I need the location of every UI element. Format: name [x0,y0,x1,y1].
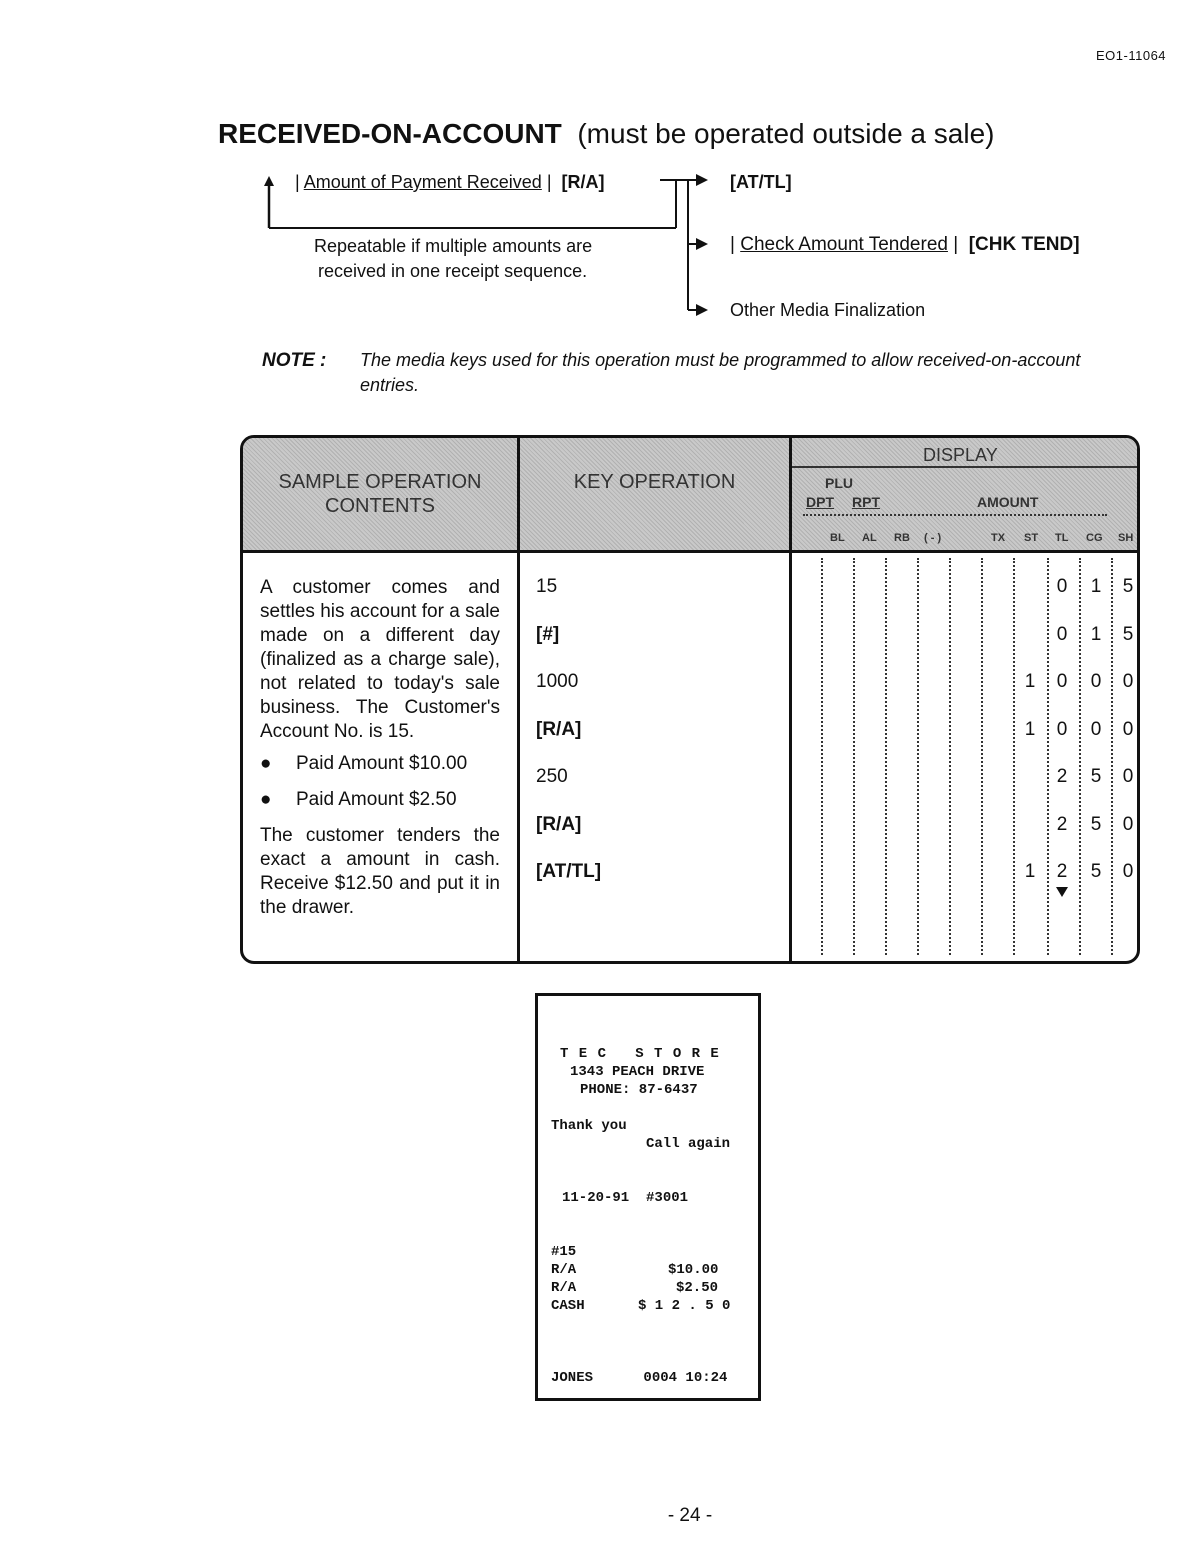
receipt-ra1-amount: $10.00 [668,1262,719,1278]
display-digit: 5 [1090,861,1102,882]
flow-check-entry: | Check Amount Tendered | [CHK TEND] [730,234,1080,255]
contents-paragraph-2: The customer tenders the exact a amount in cash. Receive $12.50 and put it in the drawer. [260,825,500,918]
display-digit: 2 [1056,861,1068,882]
display-dotted-column [1013,558,1015,955]
display-dotted-rule [803,514,1107,516]
indicator-tx: TX [991,532,1006,544]
display-digit: 0 [1122,861,1134,882]
receipt-address: 1343 PEACH DRIVE [570,1064,705,1080]
page-number: - 24 - [667,1505,713,1526]
bullet-paid-2 [260,788,500,812]
display-digit: 0 [1122,766,1134,787]
indicator-al: AL [862,532,877,544]
page-title [218,118,994,150]
printed-receipt [535,993,761,1401]
display-digit: 5 [1090,814,1102,835]
display-digit: 1 [1090,576,1102,597]
receipt-ra2-label: R/A [551,1280,577,1296]
rpt-label: RPT [852,494,880,510]
display-digit: 0 [1090,719,1102,740]
sample-operation-contents [260,576,500,920]
document-id: EO1-11064 [1096,48,1167,63]
indicator-rb: RB [894,532,910,544]
display-header-rule [792,466,1137,468]
indicator-bl: BL [830,532,845,544]
display-digit: 5 [1122,576,1134,597]
note-label: NOTE : [262,350,327,371]
contents-paragraph-1: A customer comes and settles his account for a sale made on a different day (finalized as a charge sale), not related to today's sale business. The Customer's Account No. is 15. [260,577,500,742]
display-digit: 1 [1024,671,1036,692]
display-digit: 0 [1056,624,1068,645]
header-display: DISPLAY [923,445,998,465]
key-operation-row-1: 15 [536,576,558,597]
display-digit: 1 [1090,624,1102,645]
display-digit: 5 [1090,766,1102,787]
receipt-footer: JONES 0004 10:24 [551,1370,728,1386]
display-digit: 0 [1122,814,1134,835]
display-dotted-column [853,558,855,955]
indicator-tl: TL [1055,532,1069,544]
other-media-label: Other Media Finalization [730,300,926,320]
column-divider-2 [789,438,792,961]
display-dotted-column [917,558,919,955]
header-contents-line1: SAMPLE OPERATION [278,471,482,493]
attl-key: [AT/TL] [730,172,792,192]
dpt-label: DPT [806,494,834,510]
plu-label: PLU [825,475,853,491]
receipt-date-line: 11-20-91 #3001 [562,1190,689,1206]
ra-key: [R/A] [561,172,605,192]
receipt-ra2-amount: $2.50 [676,1280,719,1296]
bullet-text-1: Paid Amount $10.00 [296,753,468,774]
flow-amount-entry: | Amount of Payment Received | [R/A] [295,172,605,192]
display-digit: 1 [1024,861,1036,882]
arrow-attl [696,174,708,186]
repeat-note-line2: received in one receipt sequence. [318,261,588,281]
check-amount-label: Check Amount Tendered [740,234,948,255]
key-operation-row-4: [R/A] [536,719,582,740]
bullet-paid-1 [260,752,500,776]
display-dotted-column [1047,558,1049,955]
receipt-store-name: T E C S T O R E [560,1046,720,1062]
receipt-call-again: Call again [646,1136,731,1152]
receipt-phone: PHONE: 87-6437 [580,1082,698,1098]
receipt-ra1-label: R/A [551,1262,577,1278]
indicator-st: ST [1024,532,1039,544]
bullet-text-2: Paid Amount $2.50 [296,789,457,810]
loop-arrow-head [264,176,274,186]
key-operation-row-5: 250 [536,766,568,787]
indicator-sh: SH [1118,532,1134,544]
display-digit: 0 [1122,671,1134,692]
chk-tend-key: [CHK TEND] [968,234,1080,255]
header-key-operation: KEY OPERATION [573,471,736,493]
operation-table [240,435,1140,964]
header-contents [243,470,517,518]
display-dotted-column [949,558,951,955]
display-digit: 5 [1122,624,1134,645]
key-operation-row-6: [R/A] [536,814,582,835]
column-divider-1 [517,438,520,961]
key-operation-row-2: [#] [536,624,560,645]
display-dotted-column [1111,558,1113,955]
note-text: The media keys used for this operation must be programmed to allow received-on-account entries. [360,350,1081,395]
title-subtitle: (must be operated outside a sale) [577,118,995,149]
receipt-thank-you: Thank you [551,1118,627,1134]
display-digit: 1 [1024,719,1036,740]
display-digit: 2 [1056,814,1068,835]
bullet-dot: ● [260,789,272,810]
bullet-dot: ● [260,753,272,774]
receipt-account: #15 [551,1244,577,1260]
arrow-other [696,304,708,316]
receipt-cash-amount: $ 1 2 . 5 0 [638,1298,731,1314]
display-dotted-column [981,558,983,955]
display-digit: 0 [1056,671,1068,692]
amount-payment-label: Amount of Payment Received [303,172,542,192]
display-digit: 0 [1056,719,1068,740]
display-dotted-column [885,558,887,955]
indicator-minus: ( - ) [924,532,942,544]
title-bold: RECEIVED-ON-ACCOUNT [218,118,562,149]
key-operation-row-7: [AT/TL] [536,861,602,882]
header-contents-line2: CONTENTS [325,495,435,517]
key-operation-row-3: 1000 [536,671,579,692]
indicator-cg: CG [1086,532,1103,544]
display-digit: 0 [1090,671,1102,692]
repeat-note-line1: Repeatable if multiple amounts are [314,236,593,256]
arrow-check [696,238,708,250]
display-digit: 2 [1056,766,1068,787]
receipt-cash-label: CASH [551,1298,585,1314]
display-dotted-column [1079,558,1081,955]
display-digit: 0 [1056,576,1068,597]
tl-down-arrow-icon [1055,886,1069,898]
display-digit: 0 [1122,719,1134,740]
display-dotted-column [821,558,823,955]
amount-label: AMOUNT [977,494,1039,510]
